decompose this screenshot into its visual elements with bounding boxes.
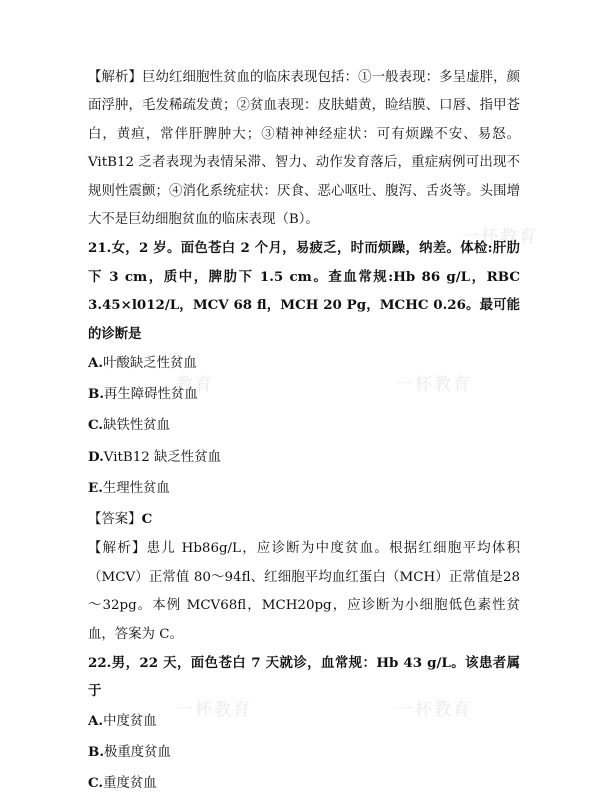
option-a [88, 706, 520, 737]
watermark: 一杯教育 [396, 375, 472, 395]
option-e [88, 473, 520, 504]
option-text: 叶酸缺乏性贫血 [103, 356, 197, 372]
watermark: 一杯教育 [462, 227, 538, 247]
watermark: 一杯教育 [176, 700, 252, 720]
question-21-stem: 21.女，2 岁。面色苍白 2 个月，易疲乏，时而烦躁，纳差。体检:肝肋下 3 cm，质中，脾肋下 1.5 cm。查血常规:Hb 86 g/L，RBC 3.45×l012/L，MCV 68 fl，MCH 20 Pg，MCHC 0.26。最可能的诊断是 [88, 240, 520, 342]
option-letter: B. [88, 386, 104, 403]
answer-q21 [88, 504, 520, 535]
watermark: 教育 [176, 375, 214, 395]
answer-value: C [141, 511, 153, 528]
question-22-options [88, 706, 520, 799]
document-page [88, 64, 520, 799]
option-text: 极重度贫血 [103, 744, 171, 760]
option-text: 再生障碍性贫血 [103, 387, 198, 403]
question-21-options [88, 348, 520, 504]
option-d [88, 442, 520, 473]
option-text: VitB12 缺乏性贫血 [103, 449, 221, 465]
option-letter: B. [88, 743, 104, 760]
option-text: 生理性贫血 [102, 480, 170, 496]
option-letter: A. [88, 355, 104, 372]
option-a [88, 348, 520, 379]
option-c [88, 768, 520, 799]
option-letter: C. [88, 417, 104, 434]
answer-label: 【答案】 [88, 512, 142, 528]
option-b [88, 379, 520, 410]
option-letter: E. [88, 479, 103, 496]
option-text: 缺铁性贫血 [103, 418, 171, 434]
watermark: 一杯教育 [396, 700, 472, 720]
option-c [88, 410, 520, 441]
explanation-q21: 【解析】患儿 Hb86g/L，应诊断为中度贫血。根据红细胞平均体积（MCV）正常值 80～94fl、红细胞平均血红蛋白（MCH）正常值是28～32pg。本例 MCV68fl，MCH20pg，应诊断为小细胞低色素性贫血，答案为 C。 [88, 541, 520, 642]
option-b [88, 737, 520, 768]
option-text: 重度贫血 [103, 776, 157, 792]
question-22-stem: 22.男，22 天，面色苍白 7 天就诊，血常规：Hb 43 g/L。该患者属于 [88, 654, 520, 700]
option-letter: A. [88, 712, 104, 729]
option-letter: D. [88, 448, 104, 465]
explanation-q20: 【解析】巨幼红细胞性贫血的临床表现包括：①一般表现：多呈虚胖，颜面浮肿，毛发稀疏发黄；②贫血表现：皮肤蜡黄，睑结膜、口唇、指甲苍白，黄疸，常伴肝脾肿大；③精神神经症状：可有烦躁不安、易怒。VitB12 乏者表现为表情呆滞、智力、动作发育落后，重症病例可出现不规则性震颤；④消化系统症状：厌食、恶心呕吐、腹泻、舌炎等。头围增大不是巨幼细胞贫血的临床表现（B）。 [88, 70, 520, 228]
option-text: 中度贫血 [103, 713, 157, 729]
option-letter: C. [88, 775, 104, 792]
